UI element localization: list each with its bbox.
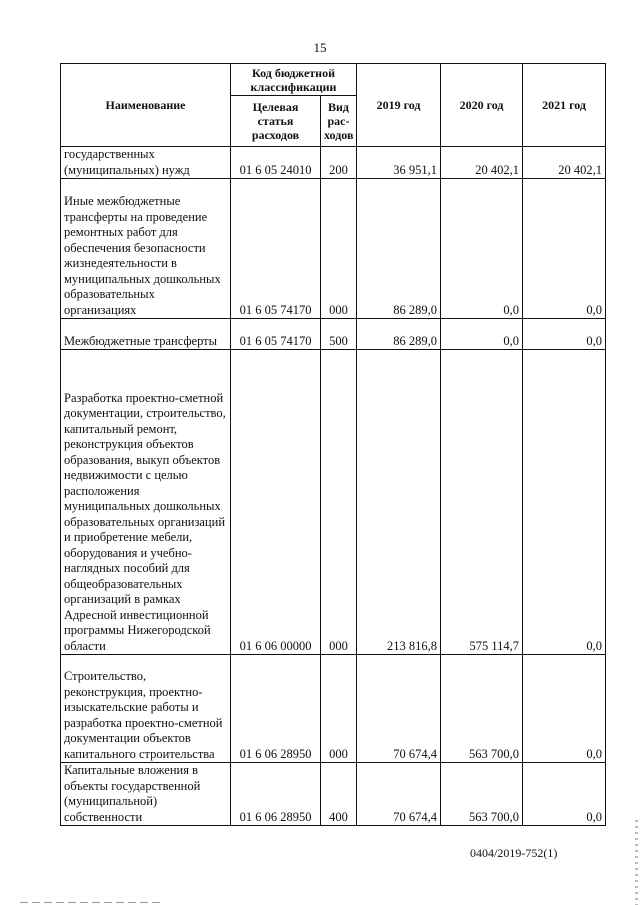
scan-edge-marks	[635, 820, 638, 905]
table-row	[61, 763, 606, 826]
row-code: 01 6 06 28950	[231, 763, 321, 826]
header-year-2019: 2019 год	[357, 64, 441, 147]
row-2019: 86 289,0	[357, 179, 441, 319]
header-budget-code: Код бюджетной классификации	[231, 64, 357, 96]
row-2021: 0,0	[523, 319, 606, 350]
row-2021: 0,0	[523, 179, 606, 319]
row-name: Межбюджетные трансферты	[61, 319, 231, 350]
page-number: 15	[313, 40, 327, 55]
row-2021: 0,0	[523, 350, 606, 655]
header-year-2020: 2020 год	[441, 64, 523, 147]
header-expense-type: Вид рас-ходов	[321, 96, 357, 147]
row-name: Разработка проектно-сметной документации, строительство, капитальный ремонт, реконструкция объектов образования, выкуп объектов недвижимости с целью расположения муниципальных дошкольных образовательных организаций и приобретение мебели, оборудования и учебно-наглядных пособий для общеобразовательных организаций в рамках Адресной инвестиционной программы Нижегородской области	[61, 350, 231, 655]
table-row	[61, 655, 606, 763]
row-2021: 20 402,1	[523, 147, 606, 179]
row-name: Иные межбюджетные трансферты на проведение ремонтных работ для обеспечения безопасности жизнедеятельности в муниципальных дошкольных образовательных организациях	[61, 179, 231, 319]
scan-bottom-dash	[20, 902, 160, 903]
row-type: 000	[321, 179, 357, 319]
row-type: 400	[321, 763, 357, 826]
row-code: 01 6 05 74170	[231, 319, 321, 350]
row-code: 01 6 06 00000	[231, 350, 321, 655]
row-name: государственных (муниципальных) нужд	[61, 147, 231, 179]
row-2020: 0,0	[441, 319, 523, 350]
row-name: Капитальные вложения в объекты государственной (муниципальной) собственности	[61, 763, 231, 826]
row-2019: 86 289,0	[357, 319, 441, 350]
budget-table	[60, 63, 606, 826]
row-code: 01 6 05 74170	[231, 179, 321, 319]
row-code: 01 6 05 24010	[231, 147, 321, 179]
row-2020: 20 402,1	[441, 147, 523, 179]
row-2019: 70 674,4	[357, 763, 441, 826]
table-row	[61, 350, 606, 655]
row-2020: 563 700,0	[441, 763, 523, 826]
row-code: 01 6 06 28950	[231, 655, 321, 763]
table-row	[61, 179, 606, 319]
table-row	[61, 319, 606, 350]
table-row	[61, 147, 606, 179]
row-2019: 70 674,4	[357, 655, 441, 763]
row-2020: 563 700,0	[441, 655, 523, 763]
header-year-2021: 2021 год	[523, 64, 606, 147]
row-2020: 0,0	[441, 179, 523, 319]
row-2019: 36 951,1	[357, 147, 441, 179]
row-type: 500	[321, 319, 357, 350]
document-code: 0404/2019-752(1)	[470, 846, 558, 860]
row-2019: 213 816,8	[357, 350, 441, 655]
header-name: Наименование	[61, 64, 231, 147]
row-type: 000	[321, 655, 357, 763]
row-2021: 0,0	[523, 655, 606, 763]
row-2021: 0,0	[523, 763, 606, 826]
row-2020: 575 114,7	[441, 350, 523, 655]
row-type: 200	[321, 147, 357, 179]
row-type: 000	[321, 350, 357, 655]
header-target-article: Целевая статья расходов	[231, 96, 321, 147]
row-name: Строительство, реконструкция, проектно-изыскательские работы и разработка проектно-сметной документации объектов капитального строительства	[61, 655, 231, 763]
